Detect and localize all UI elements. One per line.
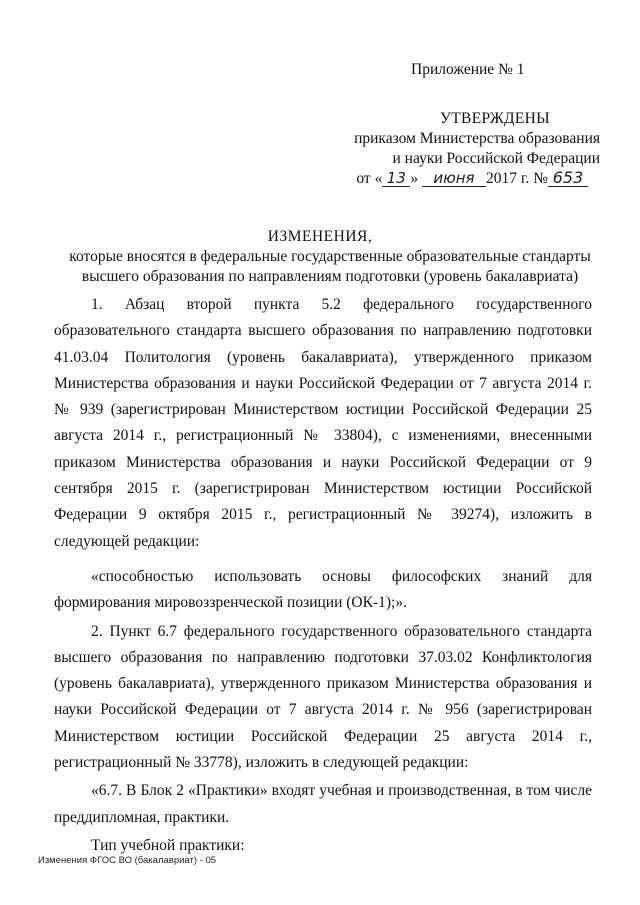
- order-date-line: [330, 169, 600, 189]
- document-title: ИЗМЕНЕНИЯ,: [267, 228, 373, 245]
- approved-heading: УТВЕРЖДЕНЫ: [440, 110, 550, 127]
- order-line-1: приказом Министерства образования: [354, 130, 600, 147]
- paragraph-3: Тип учебной практики:: [91, 836, 245, 854]
- subtitle-line-1: которые вносятся в федеральные государственные образовательные стандарты: [69, 248, 591, 265]
- document-subtitle: [40, 247, 620, 287]
- date-year: 2017 г. №: [485, 170, 548, 187]
- order-line-2: и науки Российской Федерации: [392, 150, 600, 167]
- subtitle-line-2: высшего образования по направлениям подготовки (уровень бакалавриата): [81, 268, 579, 285]
- quoted-text-2: «6.7. В Блок 2 «Практики» входят учебная и производственная, в том числе преддипломная, практики.: [54, 782, 592, 826]
- approval-block: [330, 109, 600, 189]
- date-prefix: от «: [356, 170, 383, 187]
- paragraph-2: 2. Пункт 6.7 федерального государственного образовательного стандарта высшего образования по направлению подготовки 37.03.02 Конфликтология (уровень бакалавриата), утвержденного приказом Министерства образования и науки Российской Федерации от 7 августа 2014 г. № 956 (зарегистрирован Министерством юстиции Российской Федерации 25 августа 2014 г., регистрационный № 33778), изложить в следующей редакции:: [54, 622, 592, 772]
- handwritten-order-number: 653: [548, 170, 588, 187]
- handwritten-day: 13: [382, 170, 410, 187]
- paragraph-1: 1. Абзац второй пункта 5.2 федерального государственного образовательного стандарта высшего образования по направлению подготовки 41.03.04 Политология (уровень бакалавриата), утвержденного приказом Министерства образования и науки Российской Федерации от 7 августа 2014 г. № 939 (зарегистрирован Министерством юстиции Российской Федерации 25 августа 2014 г., регистрационный № 33804), с изменениями, внесенными приказом Министерства образования и науки Российской Федерации от 9 сентября 2015 г. (зарегистрирован Министерством юстиции Российской Федерации 9 октября 2015 г., регистрационный № 39274), изложить в следующей редакции:: [54, 296, 592, 550]
- date-close-quote: »: [410, 170, 419, 187]
- document-body: [54, 292, 592, 859]
- quoted-text-1: «способностью использовать основы философских знаний для формирования мировоззренческой позиции (ОК-1);».: [54, 567, 592, 612]
- handwritten-month: июня: [422, 170, 486, 187]
- page-footer: Изменения ФГОС ВО (бакалавриат) - 05: [38, 855, 217, 866]
- appendix-label: Приложение № 1: [411, 61, 525, 78]
